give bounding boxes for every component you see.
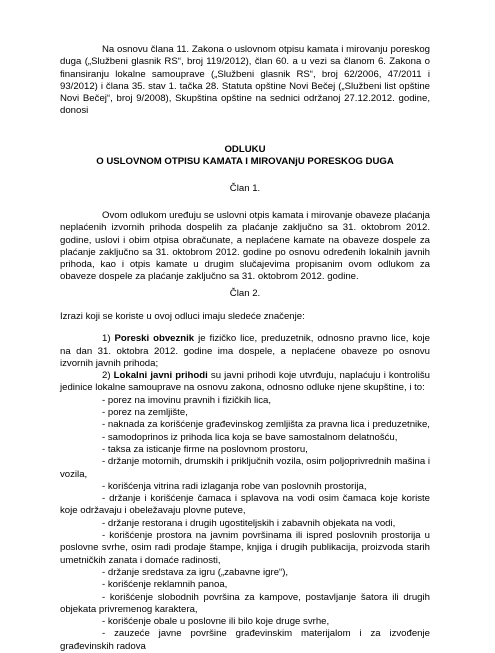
definition-1-text: je fizičko lice, preduzetnik, odnosno pravno lice, koje na dan 31. oktobra 2012. godine ima dospele, a neplaćene obaveze po osnovu izvornih javnih prihoda; (60, 333, 430, 369)
preamble-block (60, 44, 430, 118)
list-item: - korišćenje reklamnih panoa, (102, 579, 228, 591)
document-title: ODLUKU (224, 144, 266, 155)
article-1-block (60, 210, 430, 284)
list-item: - držanje motornih, drumskih i priključnih vozila, osim poljoprivrednih mašina i vozila, (60, 456, 430, 480)
definition-1-number: 1) (102, 333, 111, 345)
list-item: - korišćenje obale u poslovne ili bilo koje druge svrhe, (102, 616, 330, 628)
definition-1 (60, 333, 430, 370)
list-item: - korišćenja vitrina radi izlaganja robe van poslovnih prostorija, (102, 480, 367, 492)
list-item: - porez na imovinu pravnih i fizičkih lica, (102, 394, 272, 406)
list-item: - držanje sredstava za igru („zabavne igre“), (102, 566, 289, 578)
list-item: - držanje restorana i drugih ugostiteljskih i zabavnih objekata na vodi, (102, 517, 396, 529)
article-2-heading-block (60, 288, 430, 300)
article-2-heading: Član 2. (229, 288, 261, 299)
list-item: - taksa za isticanje firme na poslovnom prostoru, (102, 443, 308, 455)
list-item: - naknada za korišćenje građevinskog zemljišta za pravna lica i preduzetnike, (102, 419, 430, 431)
article-1-heading-block (60, 183, 430, 195)
list-item: - korišćenje prostora na javnim površinama ili ispred poslovnih prostorija u poslovne svrhe, osim radi prodaje štampe, knjiga i drugih publikacija, proizvoda starih umetničkih zanata i domaće radinosti, (60, 530, 430, 566)
article-2-block (60, 311, 430, 653)
article-1-paragraph: Ovom odlukom uređuju se uslovni otpis kamata i mirovanje obaveze plaćanja neplaćenih izvornih prihoda dospelih za plaćanje zaključno sa 31. oktobrom 2012. godine, uslovi i obim otpisa obračunate, a neplaćene kamate na obaveze dospele za plaćanje zaključno sa 31. oktobrom 2012. godine po osnovu određenih lokalnih javnih prihoda, kao i otpis kamate u drugim slučajevima propisanim ovom odlukom za obaveze dospele za plaćanje zaključno sa 31. oktobrom 2012. godine. (60, 210, 430, 283)
preamble-paragraph: Na osnovu člana 11. Zakona o uslovnom otpisu kamata i mirovanju poreskog duga („Službeni glasnik RS“, broj 119/2012), član 60. a u vezi sa članom 6. Zakona o finansiranju lokalne samouprave („Službeni glasnik RS“, broj 62/2006, 47/2011 i 93/2012) i člana 35. stav 1. tačka 28. Statuta opštine Novi Bečej („Službeni list opštine Novi Bečej“, broj 9/2008), Skupština opštine na sednici održanoj 27.12.2012. godine, donosi (60, 44, 430, 117)
title-block (60, 144, 430, 169)
definition-2-term: Lokalni javni prihodi (113, 370, 208, 382)
list-item: - korišćenje slobodnih površina za kampove, postavljanje šatora ili drugih objekata privremenog karaktera, (60, 591, 430, 615)
list-item: - porez na zemljište, (102, 407, 188, 419)
document-subtitle: O USLOVNOM OTPISU KAMATA I MIROVANjU PORESKOG DUGA (96, 156, 394, 168)
definition-2-number: 2) (102, 370, 111, 382)
article-1-heading: Član 1. (229, 183, 261, 194)
definition-2-text: su javni prihodi koje utvrđuju, naplaćuju i kontrolišu jedinice lokalne samouprave na osnovu zakona, odnosno odluke njene skupštine, i to: (60, 370, 430, 394)
list-item: - zauzeće javne površine građevinskim materijalom i za izvođenje građevinskih radova (60, 628, 430, 652)
definition-1-term: Poreski obveznik (114, 333, 195, 345)
list-item: - držanje i korišćenje čamaca i splavova na vodi osim čamaca koje koriste koje održavaju i obeležavaju plovne puteve, (60, 493, 430, 517)
article-2-intro: Izrazi koji se koriste u ovoj odluci imaju sledeće značenje: (60, 311, 305, 322)
list-item: - samodoprinos iz prihoda lica koja se bave samostalnom delatnošću, (102, 431, 398, 443)
definition-2 (60, 370, 430, 395)
